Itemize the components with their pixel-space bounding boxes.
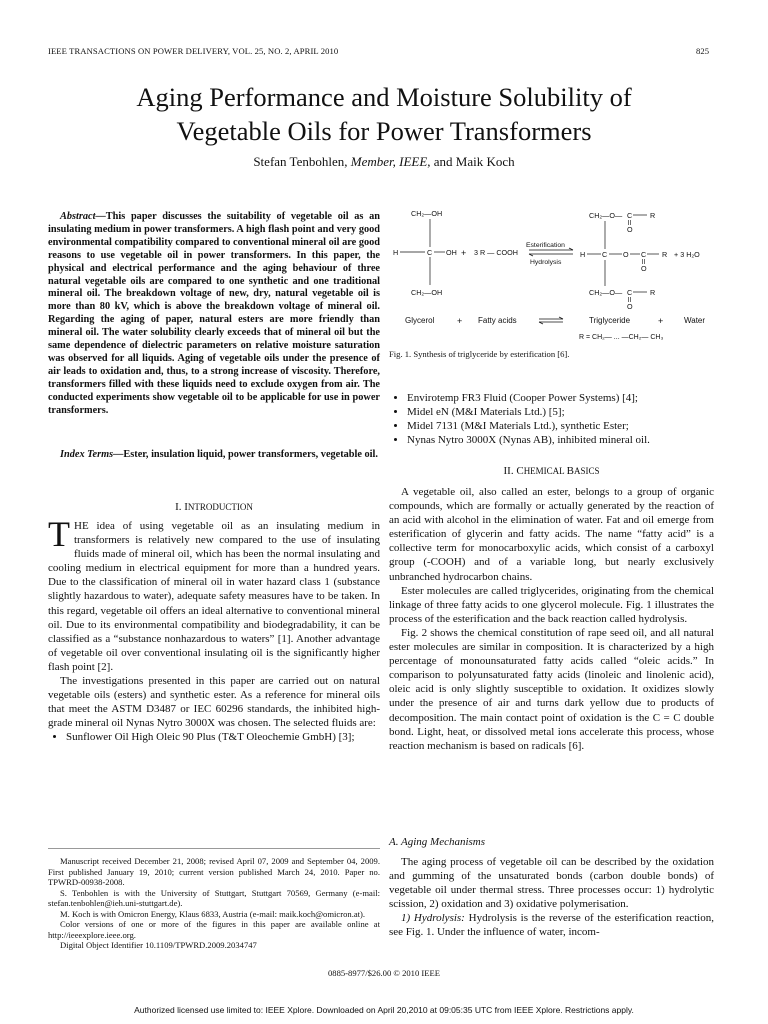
heading-small-caps: ASICS <box>573 466 600 476</box>
fluids-list-start <box>48 730 380 744</box>
heading-first-letter: C <box>516 465 524 477</box>
hydrolysis-paragraph: Hydrolysis is the reverse of the esterification reaction, see Fig. 1. Under the influence of water, incom- <box>389 912 714 939</box>
tri-mid-r: R <box>662 250 668 259</box>
plus-sign-3: + <box>658 316 664 326</box>
index-terms-label: Index Terms— <box>60 449 124 460</box>
section-heading-introduction <box>48 501 380 513</box>
plus-sign-2: + <box>457 316 463 326</box>
tri-c: C <box>602 250 608 259</box>
heading-small-caps: NTRODUCTION <box>187 502 253 512</box>
copyright-line: 0885-8977/$26.00 © 2010 IEEE <box>327 968 441 978</box>
introduction-body <box>48 514 380 745</box>
hydrolysis-label: Hydrolysis <box>530 259 562 266</box>
figure-1-caption: Fig. 1. Synthesis of triglyceride by esterification [6]. <box>389 349 570 359</box>
fatty-acid-formula: 3 R — COOH <box>474 248 518 257</box>
author-names-a: Stefan Tenbohlen, <box>253 154 351 169</box>
tri-mid-o: O <box>623 250 629 259</box>
heading-first-letter: B <box>566 465 574 477</box>
footnotes <box>48 856 380 951</box>
index-terms-text: Ester, insulation liquid, power transformers, vegetable oil. <box>123 449 378 460</box>
hydrolysis-label-inline: 1) Hydrolysis: <box>401 912 465 925</box>
tri-top-r: R <box>650 211 656 220</box>
license-notice: Authorized licensed use limited to: IEEE Xplore. Downloaded on April 20,2010 at 09:05:35 UTC from IEEE Xplore. Restrictions apply. <box>134 1005 634 1015</box>
footnote-author-1: S. Tenbohlen is with the University of Stuttgart, Stuttgart 70569, Germany (e-mail: stefan.tenbohlen@ieh.uni-stuttgart.de). <box>48 887 380 908</box>
tri-bottom-ch2o: CH₂—O— <box>589 288 623 297</box>
glycerol-c: C <box>427 248 433 257</box>
chem-paragraph-1: A vegetable oil, also called an ester, belongs to a group of organic compounds, which are formally or actually generated by the reaction of an acid with alcohol in the elimination of water. Fat and oil emerge from esterification of glycerin and fatty acids. The name “fatty acid” is a collective term for monocarboxylic acids, which consist of a carboxyl group (-COOH) and of a variable long, but nearly exclusively unbranched hydrocarbon chains. <box>389 486 714 583</box>
tri-top-ch2o: CH₂—O— <box>589 211 623 220</box>
tri-bottom-c: C <box>627 288 633 297</box>
footnote-manuscript: Manuscript received December 21, 2008; revised April 07, 2009 and September 04, 2009. First published January 19, 2010; current version published March 24, 2010. Paper no. TPWRD-00938-2008. <box>48 856 380 887</box>
footnote-color: Color versions of one or more of the figures in this paper are available online at http://ieeexplore.ieee.org. <box>48 919 380 940</box>
author-names-b: , and Maik Koch <box>427 154 515 169</box>
tri-h: H <box>580 250 586 259</box>
fluids-list-continued <box>389 391 714 447</box>
glycerol-oh: OH <box>446 248 457 257</box>
glycerol-ch2oh-top: CH₂—OH <box>411 209 443 218</box>
tri-bottom-o: O <box>627 302 633 311</box>
drop-cap: T <box>48 514 70 554</box>
aging-paragraph: The aging process of vegetable oil can be described by the oxidation and gumming of the unsaturated bonds (carbon double bonds) of vegetable oil under thermal stress. Three processes occur: 1) hydrolytic scission, 2) oxidation and 3) oxidative polymerisation. <box>389 856 714 911</box>
label-fatty-acids: Fatty acids <box>478 316 517 325</box>
author-line <box>0 154 768 170</box>
page-number: 825 <box>696 46 710 56</box>
list-item: • Sunflower Oil High Oleic 90 Plus (T&T Oleochemie GmbH) [3]; <box>66 730 380 744</box>
list-item: • Nynas Nytro 3000X (Nynas AB), inhibited mineral oil. <box>407 433 714 447</box>
title-line-2: Vegetable Oils for Power Transformers <box>176 116 592 146</box>
tri-top-o: O <box>627 225 633 234</box>
chem-paragraph-2: Ester molecules are called triglycerides, originating from the chemical linkage of three fatty acids to one glycerol molecule. Fig. 1 illustrates the process of the esterification and the back reaction called hydrolysis. <box>389 584 714 625</box>
abstract-label: Abstract— <box>60 211 106 222</box>
footnote-rule <box>48 848 380 849</box>
r-definition: R = CH₂— ... —CH₂— CH₃ <box>579 334 664 341</box>
abstract-text: This paper discusses the suitability of vegetable oil as an insulating medium in power transformers. A high flash point and very good environmental compatibility compared to conventional mineral oil are good reasons to use vegetable oil in power transformers. In this paper, the physical and electrical performance and the aging behaviour of three natural vegetable oils are compared to one synthetic and one traditional mineral oil. The breakdown voltage of new, dry, natural vegetable oil is more than 80 kV, which is above the breakdown voltage of mineral oil. Regarding the aging of paper, natural esters are more friendly than mineral oil. The water solubility clearly exceeds that of mineral oil but the same dependence of dielectric parameters on relative moisture saturation was observed for all liquids. Aging of vegetable oils under the presence of air leads to oxidation and, thus, to a strong increase of viscosity. Therefore, transformers filled with these liquids need to exclude oxygen from air. The conducted experiments show vegetable oil to be applicable for use in power transformers. <box>48 211 380 416</box>
tri-mid-carbonyl-o: O <box>641 264 647 273</box>
tri-top-c: C <box>627 211 633 220</box>
tri-bottom-r: R <box>650 288 656 297</box>
heading-small-caps: HEMICAL <box>523 466 567 476</box>
label-water: Water <box>684 316 706 325</box>
glycerol-h: H <box>393 248 399 257</box>
chemical-basics-body <box>389 485 714 753</box>
abstract <box>48 211 380 418</box>
section-heading-chemical-basics <box>389 465 714 477</box>
list-item: • Midel eN (M&I Materials Ltd.) [5]; <box>407 405 714 419</box>
title-line-1: Aging Performance and Moisture Solubility of <box>136 82 632 112</box>
glycerol-ch2oh-bottom: CH₂—OH <box>411 288 443 297</box>
tri-mid-c: C <box>641 250 647 259</box>
water-product: + 3 H₂O <box>674 250 700 259</box>
chem-paragraph-3: Fig. 2 shows the chemical constitution of rape seed oil, and all natural ester molecules are similar in composition. It is characterized by a high percentage of monounsaturated fatty acids called “oleic acids.” In comparison to polyunsaturated fatty acids (linoleic and linolenic acid), oleic acid is only slightly susceptible to oxidation. It oxidizes slowly under the presence of air and turns dark yellow due to products of decomposition. The main contact point of oxidation is the C = C double bond. Light, heat, or dissolved metal ions accelerate this process, whose reaction mechanism is based on radicals [6]. <box>389 626 714 752</box>
label-triglyceride: Triglyceride <box>589 316 631 325</box>
figure-1-reaction-diagram <box>389 205 719 343</box>
plus-sign-1: + <box>461 248 467 258</box>
footnote-author-2: M. Koch is with Omicron Energy, Klaus 6833, Austria (e-mail: maik.koch@omicron.at). <box>60 908 366 919</box>
list-item: • Midel 7131 (M&I Materials Ltd.), synthetic Ester; <box>407 419 714 433</box>
intro-paragraph-2: The investigations presented in this paper are carried out on natural vegetable oils (esters) and synthetic ester. As a reference for mineral oils that meet the ASTM D3487 or IEC 60296 standards, the inhibited high-grade mineral oil Nynas Nytro 3000X was chosen. The selected fluids are: <box>48 675 380 730</box>
list-item: • Envirotemp FR3 Fluid (Cooper Power Systems) [4]; <box>407 391 714 405</box>
index-terms <box>48 449 380 462</box>
heading-first-letter: I <box>184 501 188 513</box>
author-member: Member, IEEE <box>350 154 428 169</box>
aging-mechanisms-body <box>389 855 714 940</box>
footnote-doi: Digital Object Identifier 10.1109/TPWRD.2009.2034747 <box>60 940 257 950</box>
esterification-label: Esterification <box>526 242 565 249</box>
label-glycerol: Glycerol <box>405 316 435 325</box>
subsection-heading-aging: A. Aging Mechanisms <box>389 836 486 848</box>
section-number: II. <box>503 465 517 477</box>
intro-paragraph-1: HE idea of using vegetable oil as an insulating medium in transformers is relatively new compared to the use of insulating fluids made of mineral oil, which has been the normal insulating and cooling medium in electrical equipment for more than a hundred years. Due to the classification of mineral oil in water hazard class 1 (substance slightly hazardous to water), adequate safety measures have to be taken. In this regard, vegetable oil offers an ideal alternative to conventional mineral oil. Due to its environmental compatibility and biodegradability, it can be classified as a “substance nonhazardous to waters” [1]. Another advantage of vegetable oil over conventional insulating oil is the significantly higher flash point [2]. <box>48 520 380 673</box>
paper-title <box>0 80 768 148</box>
section-number: I. <box>175 501 185 513</box>
running-header: IEEE TRANSACTIONS ON POWER DELIVERY, VOL. 25, NO. 2, APRIL 2010 <box>48 46 339 56</box>
